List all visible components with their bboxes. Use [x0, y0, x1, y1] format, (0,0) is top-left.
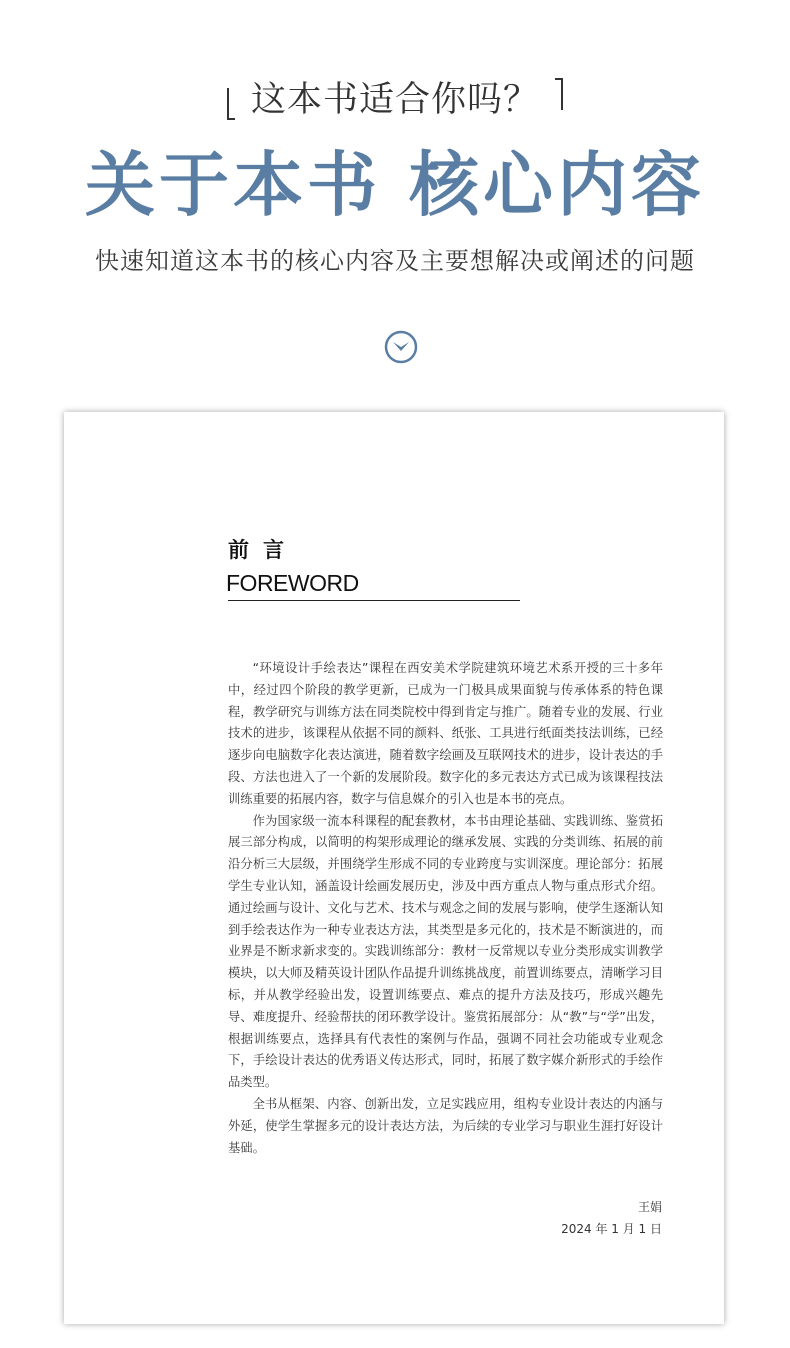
right-bracket-icon: [555, 78, 563, 110]
header-question: [0, 78, 790, 130]
foreword-paragraph: “环境设计手绘表达”课程在西安美术学院建筑环境艺术系开授的三十多年中，经过四个阶段的教学更新，已成为一门极具成果面貌与传承体系的特色课程，教学研究与训练方法在同类院校中得到肯定与推广。随着专业的发展、行业技术的进步，该课程从依据不同的颜料、纸张、工具进行纸面类技法训练，已经逐步向电脑数字化表达演进，随着数字绘画及互联网技术的进步，设计表达的手段、方法也进入了一个新的发展阶段。数字化的多元表达方式已成为该课程技法训练重要的拓展内容，数字与信息媒介的引入也是本书的亮点。: [228, 661, 663, 806]
left-bracket-icon: [227, 88, 235, 120]
foreword-paragraph: 作为国家级一流本科课程的配套教材，本书由理论基础、实践训练、鉴赏拓展三部分构成，以简明的构架形成理论的继承发展、实践的分类训练、拓展的前沿分析三大层级，并围绕学生形成不同的专业跨度与实训深度。理论部分：拓展学生专业认知，涵盖设计绘画发展历史，涉及中西方重点人物与重点形式介绍。通过绘画与设计、文化与艺术、技术与观念之间的发展与影响，使学生逐渐认知到手绘表达作为一种专业表达方法，其类型是多元化的，技术是不断演进的，而业界是不断求新求变的。实践训练部分：教材一反常规以专业分类形成实训教学模块，以大师及精英设计团队作品提升训练挑战度，前置训练要点，清晰学习目标，并从教学经验出发，设置训练要点、难点的提升方法及技巧，形成兴趣先导、难度提升、经验帮扶的闭环教学设计。鉴赏拓展部分：从“教”与“学”出发，根据训练要点，选择具有代表性的案例与作品，强调不同社会功能或专业观念下，手绘设计表达的优秀语义传达形式，同时，拓展了数字媒介新形式的手绘作品类型。: [228, 813, 663, 1090]
main-title-part1: 关于本书: [85, 143, 381, 226]
foreword-heading-cn: 前言: [228, 538, 298, 562]
chevron-down-circle-icon[interactable]: [384, 330, 418, 364]
main-title: [0, 140, 790, 230]
book-page: [64, 412, 724, 1324]
heading-divider: [228, 600, 520, 601]
foreword-paragraph: 全书从框架、内容、创新出发，立足实践应用，组构专业设计表达的内涵与外延，使学生掌握多元的设计表达方法，为后续的专业学习与职业生涯打好设计基础。: [228, 1096, 663, 1155]
header-question-text: 这本书适合你吗？: [250, 80, 539, 120]
author-name: 王娟: [637, 1200, 662, 1214]
main-title-part2: 核心内容: [409, 143, 705, 226]
foreword-body: [228, 658, 663, 1159]
signature: [561, 1196, 662, 1240]
subtitle: 快速知道这本书的核心内容及主要想解决或阐述的问题: [95, 247, 695, 275]
foreword-heading-en: FOREWORD: [226, 570, 359, 596]
signature-date: 2024 年 1 月 1 日: [561, 1222, 662, 1236]
